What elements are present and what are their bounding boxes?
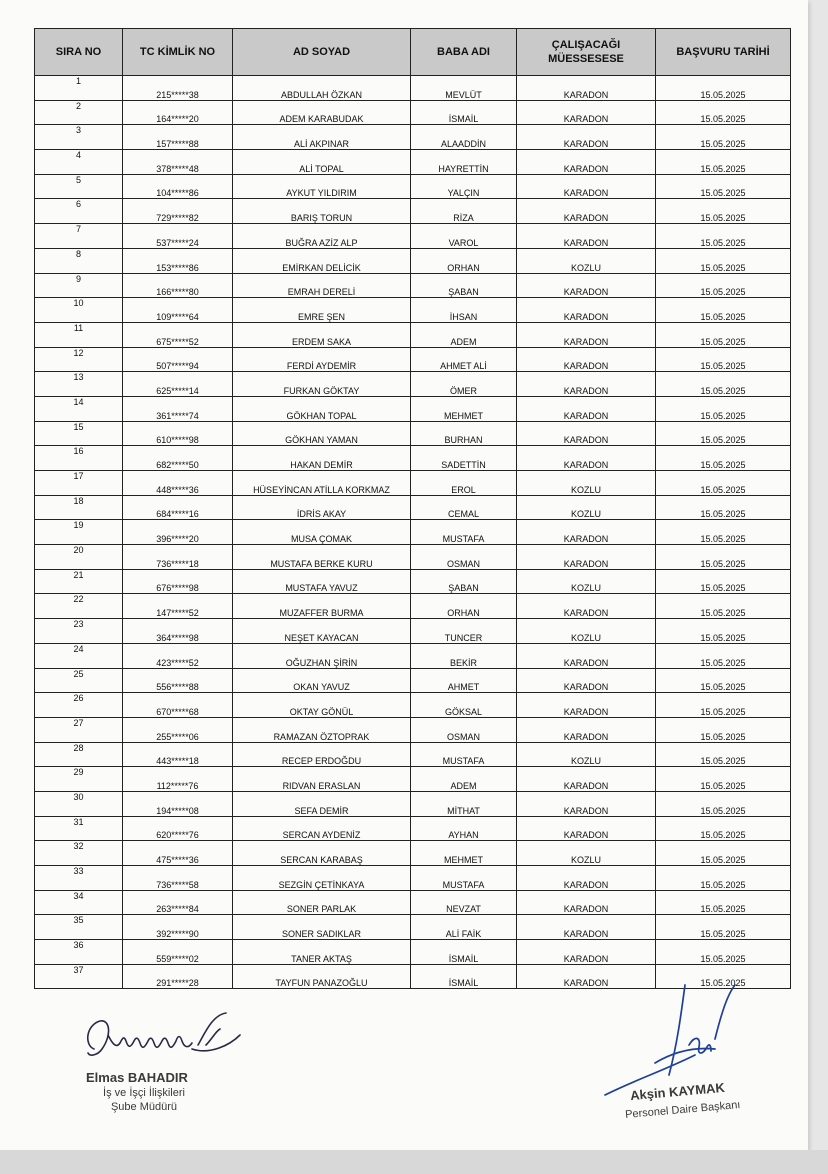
cell-basvuru-tarihi: 15.05.2025 [656,841,791,866]
cell-ad-soyad: ALİ AKPINAR [233,125,411,150]
cell-ad-soyad: EMRE ŞEN [233,298,411,323]
table-row [35,224,791,249]
cell-muessese: KARADON [517,545,656,570]
cell-basvuru-tarihi: 15.05.2025 [656,248,791,273]
cell-ad-soyad: MUZAFFER BURMA [233,594,411,619]
cell-muessese: KARADON [517,150,656,175]
table-row [35,791,791,816]
cell-baba-adi: GÖKSAL [411,693,517,718]
cell-muessese: KARADON [517,890,656,915]
cell-ad-soyad: SERCAN AYDENİZ [233,816,411,841]
cell-sira-no: 16 [35,446,123,471]
cell-ad-soyad: GÖKHAN TOPAL [233,396,411,421]
table-row [35,347,791,372]
cell-baba-adi: MEHMET [411,396,517,421]
table-row [35,841,791,866]
cell-tc-kimlik-no: 729*****82 [123,199,233,224]
cell-sira-no: 29 [35,767,123,792]
cell-baba-adi: AHMET [411,668,517,693]
cell-sira-no: 26 [35,693,123,718]
table-row [35,915,791,940]
header-calisacagi-muessese [517,29,656,76]
cell-ad-soyad: OKAN YAVUZ [233,668,411,693]
cell-ad-soyad: ADEM KARABUDAK [233,100,411,125]
cell-basvuru-tarihi: 15.05.2025 [656,322,791,347]
cell-muessese: KARADON [517,446,656,471]
cell-baba-adi: MUSTAFA [411,520,517,545]
cell-muessese: KARADON [517,224,656,249]
cell-basvuru-tarihi: 15.05.2025 [656,866,791,891]
cell-muessese: KOZLU [517,495,656,520]
cell-tc-kimlik-no: 559*****02 [123,940,233,965]
cell-baba-adi: YALÇIN [411,174,517,199]
cell-muessese: KARADON [517,964,656,989]
cell-basvuru-tarihi: 15.05.2025 [656,619,791,644]
cell-ad-soyad: RIDVAN ERASLAN [233,767,411,792]
cell-sira-no: 4 [35,150,123,175]
cell-ad-soyad: MUSA ÇOMAK [233,520,411,545]
signature-block-left [62,1005,282,1145]
cell-basvuru-tarihi: 15.05.2025 [656,471,791,496]
cell-tc-kimlik-no: 610*****98 [123,421,233,446]
cell-tc-kimlik-no: 625*****14 [123,372,233,397]
cell-basvuru-tarihi: 15.05.2025 [656,545,791,570]
cell-ad-soyad: SEZGİN ÇETİNKAYA [233,866,411,891]
cell-tc-kimlik-no: 556*****88 [123,668,233,693]
cell-ad-soyad: ERDEM SAKA [233,322,411,347]
cell-sira-no: 31 [35,816,123,841]
cell-ad-soyad: GÖKHAN YAMAN [233,421,411,446]
cell-muessese: KARADON [517,693,656,718]
cell-baba-adi: AHMET ALİ [411,347,517,372]
table-row [35,322,791,347]
cell-baba-adi: MUSTAFA [411,866,517,891]
cell-ad-soyad: AYKUT YILDIRIM [233,174,411,199]
cell-basvuru-tarihi: 15.05.2025 [656,964,791,989]
cell-ad-soyad: BUĞRA AZİZ ALP [233,224,411,249]
cell-basvuru-tarihi: 15.05.2025 [656,446,791,471]
cell-tc-kimlik-no: 255*****06 [123,717,233,742]
cell-tc-kimlik-no: 109*****64 [123,298,233,323]
cell-muessese: KARADON [517,816,656,841]
table-body [35,76,791,989]
cell-tc-kimlik-no: 291*****28 [123,964,233,989]
cell-sira-no: 33 [35,866,123,891]
cell-muessese: KARADON [517,396,656,421]
table-row [35,421,791,446]
signer-right-name: Akşin KAYMAK [629,1079,726,1104]
cell-tc-kimlik-no: 361*****74 [123,396,233,421]
bottom-strip [0,1150,828,1174]
cell-muessese: KARADON [517,174,656,199]
table-row [35,643,791,668]
cell-sira-no: 9 [35,273,123,298]
cell-baba-adi: NEVZAT [411,890,517,915]
cell-baba-adi: BURHAN [411,421,517,446]
handwritten-signature-left [80,1005,260,1070]
cell-ad-soyad: RAMAZAN ÖZTOPRAK [233,717,411,742]
cell-sira-no: 15 [35,421,123,446]
cell-basvuru-tarihi: 15.05.2025 [656,940,791,965]
cell-tc-kimlik-no: 396*****20 [123,520,233,545]
cell-tc-kimlik-no: 364*****98 [123,619,233,644]
signer-left-title-line2: Şube Müdürü [110,1101,178,1113]
cell-muessese: KARADON [517,421,656,446]
cell-muessese: KARADON [517,199,656,224]
cell-sira-no: 8 [35,248,123,273]
table-header-row [35,29,791,76]
cell-baba-adi: RİZA [411,199,517,224]
cell-baba-adi: TUNCER [411,619,517,644]
cell-tc-kimlik-no: 378*****48 [123,150,233,175]
cell-sira-no: 13 [35,372,123,397]
table-row [35,248,791,273]
cell-ad-soyad: ALİ TOPAL [233,150,411,175]
cell-sira-no: 5 [35,174,123,199]
signer-left-title-line1: İş ve İşçi İlişkileri [103,1087,185,1099]
cell-muessese: KARADON [517,791,656,816]
cell-baba-adi: MEHMET [411,841,517,866]
cell-tc-kimlik-no: 675*****52 [123,322,233,347]
cell-ad-soyad: FURKAN GÖKTAY [233,372,411,397]
cell-baba-adi: ADEM [411,322,517,347]
table-row [35,569,791,594]
cell-baba-adi: OSMAN [411,717,517,742]
cell-tc-kimlik-no: 166*****80 [123,273,233,298]
table-row [35,298,791,323]
table-row [35,940,791,965]
cell-muessese: KARADON [517,717,656,742]
cell-tc-kimlik-no: 682*****50 [123,446,233,471]
cell-basvuru-tarihi: 15.05.2025 [656,224,791,249]
cell-sira-no: 30 [35,791,123,816]
cell-basvuru-tarihi: 15.05.2025 [656,890,791,915]
cell-sira-no: 27 [35,717,123,742]
cell-muessese: KARADON [517,76,656,101]
cell-basvuru-tarihi: 15.05.2025 [656,372,791,397]
table-row [35,693,791,718]
cell-basvuru-tarihi: 15.05.2025 [656,199,791,224]
cell-basvuru-tarihi: 15.05.2025 [656,717,791,742]
cell-basvuru-tarihi: 15.05.2025 [656,273,791,298]
cell-baba-adi: ŞABAN [411,569,517,594]
cell-basvuru-tarihi: 15.05.2025 [656,791,791,816]
cell-baba-adi: İSMAİL [411,100,517,125]
table-row [35,150,791,175]
cell-sira-no: 7 [35,224,123,249]
cell-muessese: KOZLU [517,471,656,496]
table-row [35,545,791,570]
cell-sira-no: 23 [35,619,123,644]
table-row [35,446,791,471]
cell-basvuru-tarihi: 15.05.2025 [656,347,791,372]
cell-muessese: KARADON [517,594,656,619]
cell-basvuru-tarihi: 15.05.2025 [656,594,791,619]
signer-right-title: Personel Daire Başkanı [624,1098,741,1122]
cell-basvuru-tarihi: 15.05.2025 [656,298,791,323]
cell-sira-no: 22 [35,594,123,619]
cell-sira-no: 34 [35,890,123,915]
cell-muessese: KARADON [517,125,656,150]
cell-tc-kimlik-no: 157*****88 [123,125,233,150]
cell-muessese: KOZLU [517,742,656,767]
table-row [35,273,791,298]
cell-tc-kimlik-no: 215*****38 [123,76,233,101]
cell-muessese: KOZLU [517,569,656,594]
table-row [35,717,791,742]
cell-basvuru-tarihi: 15.05.2025 [656,520,791,545]
signature-block-right [585,975,805,1135]
cell-muessese: KARADON [517,915,656,940]
cell-sira-no: 6 [35,199,123,224]
cell-tc-kimlik-no: 736*****58 [123,866,233,891]
cell-ad-soyad: TAYFUN PANAZOĞLU [233,964,411,989]
cell-ad-soyad: OĞUZHAN ŞİRİN [233,643,411,668]
cell-baba-adi: ŞABAN [411,273,517,298]
cell-ad-soyad: SEFA DEMİR [233,791,411,816]
cell-ad-soyad: NEŞET KAYACAN [233,619,411,644]
cell-baba-adi: ADEM [411,767,517,792]
cell-baba-adi: ORHAN [411,248,517,273]
cell-baba-adi: MEVLÜT [411,76,517,101]
cell-baba-adi: ORHAN [411,594,517,619]
cell-sira-no: 37 [35,964,123,989]
table-row [35,76,791,101]
cell-baba-adi: ÖMER [411,372,517,397]
cell-ad-soyad: EMİRKAN DELİCİK [233,248,411,273]
cell-baba-adi: İHSAN [411,298,517,323]
table-row [35,471,791,496]
cell-sira-no: 19 [35,520,123,545]
cell-muessese: KARADON [517,643,656,668]
signer-left-name: Elmas BAHADIR [86,1070,188,1085]
cell-baba-adi: VAROL [411,224,517,249]
cell-ad-soyad: OKTAY GÖNÜL [233,693,411,718]
cell-tc-kimlik-no: 676*****98 [123,569,233,594]
cell-muessese: KARADON [517,273,656,298]
cell-ad-soyad: MUSTAFA BERKE KURU [233,545,411,570]
table-row [35,767,791,792]
cell-ad-soyad: TANER AKTAŞ [233,940,411,965]
table-row [35,520,791,545]
cell-muessese: KARADON [517,940,656,965]
cell-baba-adi: İSMAİL [411,940,517,965]
cell-baba-adi: SADETTİN [411,446,517,471]
cell-sira-no: 2 [35,100,123,125]
cell-sira-no: 28 [35,742,123,767]
cell-sira-no: 12 [35,347,123,372]
cell-muessese: KARADON [517,668,656,693]
cell-tc-kimlik-no: 104*****86 [123,174,233,199]
table-row [35,594,791,619]
cell-ad-soyad: SERCAN KARABAŞ [233,841,411,866]
cell-sira-no: 24 [35,643,123,668]
cell-tc-kimlik-no: 537*****24 [123,224,233,249]
cell-sira-no: 20 [35,545,123,570]
cell-sira-no: 36 [35,940,123,965]
table-row [35,100,791,125]
cell-tc-kimlik-no: 670*****68 [123,693,233,718]
cell-tc-kimlik-no: 392*****90 [123,915,233,940]
cell-tc-kimlik-no: 194*****08 [123,791,233,816]
cell-muessese: KARADON [517,298,656,323]
cell-basvuru-tarihi: 15.05.2025 [656,76,791,101]
cell-muessese: KOZLU [517,841,656,866]
cell-muessese: KOZLU [517,619,656,644]
cell-basvuru-tarihi: 15.05.2025 [656,742,791,767]
table-row [35,396,791,421]
cell-ad-soyad: BARIŞ TORUN [233,199,411,224]
cell-tc-kimlik-no: 443*****18 [123,742,233,767]
cell-sira-no: 35 [35,915,123,940]
cell-ad-soyad: HÜSEYİNCAN ATİLLA KORKMAZ [233,471,411,496]
table-row [35,619,791,644]
cell-basvuru-tarihi: 15.05.2025 [656,174,791,199]
cell-baba-adi: ALAADDİN [411,125,517,150]
cell-basvuru-tarihi: 15.05.2025 [656,396,791,421]
cell-sira-no: 10 [35,298,123,323]
table-row [35,866,791,891]
cell-tc-kimlik-no: 263*****84 [123,890,233,915]
cell-ad-soyad: SONER PARLAK [233,890,411,915]
cell-muessese: KARADON [517,347,656,372]
table-row [35,372,791,397]
cell-muessese: KOZLU [517,248,656,273]
cell-muessese: KARADON [517,372,656,397]
header-baba-adi: BABA ADI [411,29,517,76]
cell-sira-no: 18 [35,495,123,520]
cell-tc-kimlik-no: 164*****20 [123,100,233,125]
cell-muessese: KARADON [517,100,656,125]
table-row [35,890,791,915]
cell-tc-kimlik-no: 475*****36 [123,841,233,866]
cell-basvuru-tarihi: 15.05.2025 [656,495,791,520]
header-calisacagi-muessese-text: ÇALIŞACAĞI MÜESSESESE [548,39,624,65]
cell-basvuru-tarihi: 15.05.2025 [656,643,791,668]
cell-sira-no: 3 [35,125,123,150]
table-row [35,495,791,520]
cell-baba-adi: EROL [411,471,517,496]
cell-basvuru-tarihi: 15.05.2025 [656,569,791,594]
cell-sira-no: 21 [35,569,123,594]
table-row [35,125,791,150]
cell-baba-adi: HAYRETTİN [411,150,517,175]
cell-baba-adi: İSMAİL [411,964,517,989]
cell-muessese: KARADON [517,322,656,347]
cell-basvuru-tarihi: 15.05.2025 [656,767,791,792]
cell-sira-no: 14 [35,396,123,421]
cell-baba-adi: OSMAN [411,545,517,570]
cell-sira-no: 11 [35,322,123,347]
cell-basvuru-tarihi: 15.05.2025 [656,125,791,150]
cell-ad-soyad: EMRAH DERELİ [233,273,411,298]
cell-baba-adi: MUSTAFA [411,742,517,767]
cell-basvuru-tarihi: 15.05.2025 [656,668,791,693]
cell-ad-soyad: SONER SADIKLAR [233,915,411,940]
header-sira-no: SIRA NO [35,29,123,76]
cell-ad-soyad: ABDULLAH ÖZKAN [233,76,411,101]
cell-muessese: KARADON [517,520,656,545]
cell-ad-soyad: İDRİS AKAY [233,495,411,520]
cell-muessese: KARADON [517,767,656,792]
cell-muessese: KARADON [517,866,656,891]
cell-tc-kimlik-no: 684*****16 [123,495,233,520]
cell-basvuru-tarihi: 15.05.2025 [656,693,791,718]
cell-baba-adi: ALİ FAİK [411,915,517,940]
cell-tc-kimlik-no: 153*****86 [123,248,233,273]
table-row [35,668,791,693]
cell-basvuru-tarihi: 15.05.2025 [656,915,791,940]
table-row [35,742,791,767]
cell-basvuru-tarihi: 15.05.2025 [656,100,791,125]
applicant-table [34,28,791,989]
cell-sira-no: 25 [35,668,123,693]
cell-basvuru-tarihi: 15.05.2025 [656,421,791,446]
cell-basvuru-tarihi: 15.05.2025 [656,816,791,841]
header-basvuru-tarihi: BAŞVURU TARİHİ [656,29,791,76]
cell-tc-kimlik-no: 736*****18 [123,545,233,570]
cell-basvuru-tarihi: 15.05.2025 [656,150,791,175]
cell-tc-kimlik-no: 620*****76 [123,816,233,841]
cell-baba-adi: MİTHAT [411,791,517,816]
cell-ad-soyad: HAKAN DEMİR [233,446,411,471]
cell-ad-soyad: FERDİ AYDEMİR [233,347,411,372]
cell-tc-kimlik-no: 147*****52 [123,594,233,619]
cell-baba-adi: AYHAN [411,816,517,841]
cell-sira-no: 17 [35,471,123,496]
table-row [35,174,791,199]
cell-tc-kimlik-no: 448*****36 [123,471,233,496]
header-ad-soyad: AD SOYAD [233,29,411,76]
table-row [35,816,791,841]
cell-sira-no: 32 [35,841,123,866]
table-row [35,199,791,224]
cell-baba-adi: BEKİR [411,643,517,668]
cell-baba-adi: CEMAL [411,495,517,520]
cell-ad-soyad: RECEP ERDOĞDU [233,742,411,767]
cell-tc-kimlik-no: 112*****76 [123,767,233,792]
header-tc-kimlik-no: TC KİMLİK NO [123,29,233,76]
cell-sira-no: 1 [35,76,123,101]
cell-ad-soyad: MUSTAFA YAVUZ [233,569,411,594]
cell-tc-kimlik-no: 423*****52 [123,643,233,668]
cell-tc-kimlik-no: 507*****94 [123,347,233,372]
